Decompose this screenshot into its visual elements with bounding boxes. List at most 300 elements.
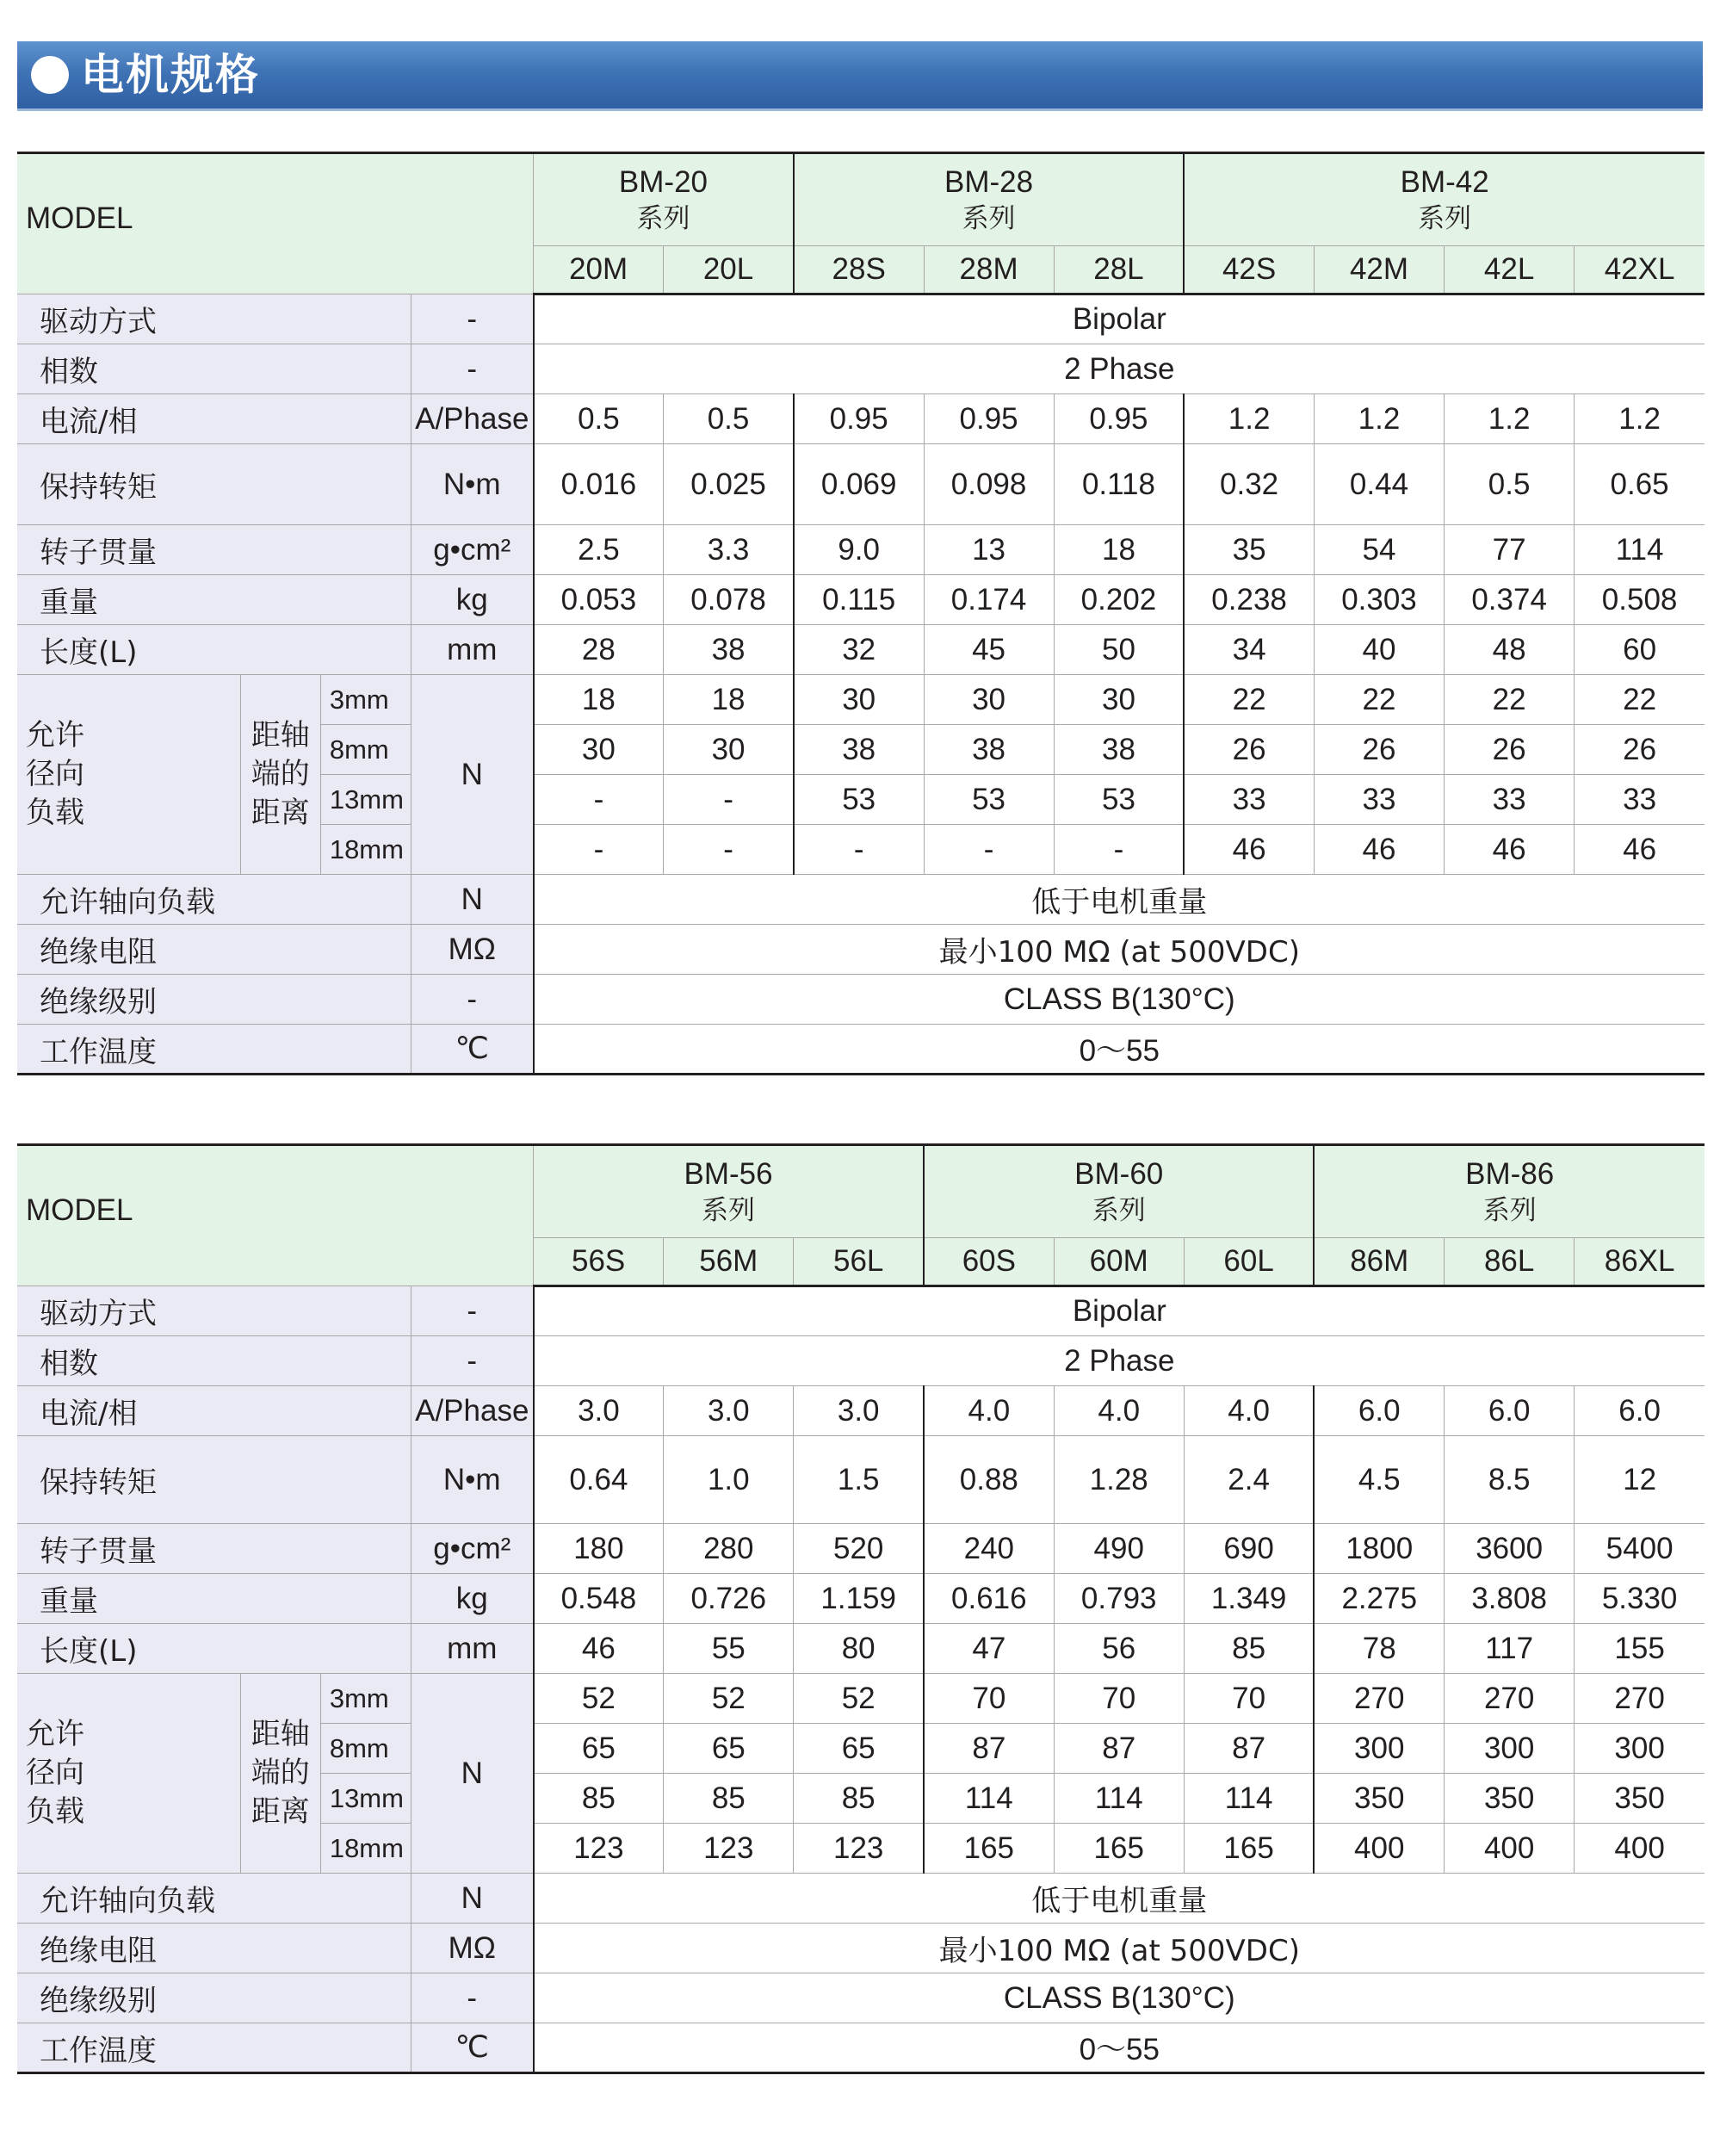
value-cell: 85 xyxy=(794,1774,924,1824)
model-cell: 42M xyxy=(1314,246,1444,294)
value-cell: 3600 xyxy=(1445,1524,1575,1574)
value-cell: 13 xyxy=(924,525,1054,575)
value-cell: 65 xyxy=(534,1724,664,1774)
series-sub: 系列 xyxy=(1092,1195,1146,1226)
value-cell: 400 xyxy=(1314,1824,1444,1874)
common-value: 最小100 MΩ (at 500VDC) xyxy=(534,1924,1705,1973)
value-cell: 65 xyxy=(794,1724,924,1774)
series-header xyxy=(794,153,1184,246)
distance-cell: 18mm xyxy=(320,825,411,875)
common-value: Bipolar xyxy=(534,294,1705,344)
distance-text: 距轴 端的 距离 xyxy=(251,718,310,830)
value-cell: 87 xyxy=(1054,1724,1184,1774)
value-cell: 65 xyxy=(664,1724,794,1774)
value-cell: 4.0 xyxy=(1054,1386,1184,1436)
value-cell: 26 xyxy=(1445,725,1575,775)
value-cell: 52 xyxy=(534,1674,664,1724)
unit-cell: A/Phase xyxy=(411,1386,533,1436)
series-header xyxy=(534,153,794,246)
page-title: 电机规格 xyxy=(81,50,260,100)
common-value: 低于电机重量 xyxy=(534,875,1705,925)
value-cell: 38 xyxy=(1054,725,1184,775)
unit-cell: - xyxy=(411,1336,533,1386)
value-cell: 2.4 xyxy=(1184,1436,1314,1524)
value-cell: 165 xyxy=(1184,1824,1314,1874)
unit-cell: ℃ xyxy=(411,1025,533,1075)
value-cell: 117 xyxy=(1445,1624,1575,1674)
value-cell: 26 xyxy=(1184,725,1314,775)
spec-table-2 xyxy=(17,1143,1705,2074)
value-cell: 46 xyxy=(534,1624,664,1674)
value-cell: 155 xyxy=(1575,1624,1705,1674)
radial-label xyxy=(17,1674,240,1874)
value-cell: 45 xyxy=(924,625,1054,675)
value-cell: 400 xyxy=(1445,1824,1575,1874)
value-cell: 54 xyxy=(1314,525,1444,575)
row-insulation_res xyxy=(17,1924,1705,1973)
value-cell: 0.303 xyxy=(1314,575,1444,625)
series-name: BM-60 xyxy=(1074,1157,1164,1191)
value-cell: 0.793 xyxy=(1054,1574,1184,1624)
row-insulation_class xyxy=(17,1973,1705,2023)
value-cell: 33 xyxy=(1575,775,1705,825)
value-cell: 6.0 xyxy=(1445,1386,1575,1436)
row-axial xyxy=(17,1874,1705,1924)
model-cell: 86L xyxy=(1445,1238,1575,1286)
unit-cell: - xyxy=(411,344,533,394)
value-cell: 50 xyxy=(1054,625,1184,675)
row-label: 重量 xyxy=(17,1574,411,1624)
value-cell: 4.0 xyxy=(924,1386,1054,1436)
model-text: MODEL xyxy=(26,1193,133,1227)
value-cell: 1.28 xyxy=(1054,1436,1184,1524)
value-cell: 26 xyxy=(1575,725,1705,775)
value-cell: 1.2 xyxy=(1184,394,1314,444)
value-cell: 0.374 xyxy=(1445,575,1575,625)
value-cell: 6.0 xyxy=(1575,1386,1705,1436)
row-insulation_class xyxy=(17,975,1705,1025)
row-label: 允许轴向负载 xyxy=(17,1874,411,1924)
row-phase xyxy=(17,1336,1705,1386)
value-cell: 8.5 xyxy=(1445,1436,1575,1524)
value-cell: 55 xyxy=(664,1624,794,1674)
row-weight xyxy=(17,1574,1705,1624)
model-cell: 28L xyxy=(1054,246,1184,294)
row-label: 工作温度 xyxy=(17,1025,411,1075)
common-value: 2 Phase xyxy=(534,1336,1705,1386)
value-cell: 18 xyxy=(664,675,794,725)
common-value: CLASS B(130°C) xyxy=(534,975,1705,1025)
value-cell: 165 xyxy=(924,1824,1054,1874)
value-cell: - xyxy=(924,825,1054,875)
series-sub: 系列 xyxy=(1482,1195,1537,1226)
value-cell: 52 xyxy=(794,1674,924,1724)
value-cell: 240 xyxy=(924,1524,1054,1574)
value-cell: 3.0 xyxy=(794,1386,924,1436)
value-cell: 114 xyxy=(1575,525,1705,575)
value-cell: 40 xyxy=(1314,625,1444,675)
value-cell: 1.0 xyxy=(664,1436,794,1524)
value-cell: 270 xyxy=(1575,1674,1705,1724)
value-cell: 350 xyxy=(1314,1774,1444,1824)
unit-cell: N•m xyxy=(411,1436,533,1524)
value-cell: 60 xyxy=(1575,625,1705,675)
value-cell: 22 xyxy=(1314,675,1444,725)
value-cell: 0.174 xyxy=(924,575,1054,625)
distance-cell: 8mm xyxy=(320,725,411,775)
value-cell: 53 xyxy=(1054,775,1184,825)
row-inertia xyxy=(17,1524,1705,1574)
value-cell: 0.32 xyxy=(1184,444,1314,525)
row-weight xyxy=(17,575,1705,625)
common-value: 低于电机重量 xyxy=(534,1874,1705,1924)
unit-cell: - xyxy=(411,975,533,1025)
value-cell: 22 xyxy=(1445,675,1575,725)
series-name: BM-28 xyxy=(944,165,1034,199)
value-cell: 77 xyxy=(1445,525,1575,575)
distance-cell: 13mm xyxy=(320,1774,411,1824)
value-cell: - xyxy=(1054,825,1184,875)
distance-cell: 8mm xyxy=(320,1724,411,1774)
value-cell: 3.808 xyxy=(1445,1574,1575,1624)
value-cell: 85 xyxy=(534,1774,664,1824)
unit-cell: MΩ xyxy=(411,1924,533,1973)
row-label: 相数 xyxy=(17,1336,411,1386)
model-cell: 86M xyxy=(1314,1238,1444,1286)
unit-cell: N xyxy=(411,675,533,875)
value-cell: 123 xyxy=(664,1824,794,1874)
unit-cell: A/Phase xyxy=(411,394,533,444)
value-cell: 0.069 xyxy=(794,444,924,525)
model-cell: 56S xyxy=(534,1238,664,1286)
unit-cell: - xyxy=(411,294,533,344)
value-cell: 5.330 xyxy=(1575,1574,1705,1624)
value-cell: 690 xyxy=(1184,1524,1314,1574)
value-cell: 180 xyxy=(534,1524,664,1574)
unit-cell: N•m xyxy=(411,444,533,525)
unit-cell: N xyxy=(411,1874,533,1924)
value-cell: 123 xyxy=(794,1824,924,1874)
value-cell: 9.0 xyxy=(794,525,924,575)
value-cell: 47 xyxy=(924,1624,1054,1674)
value-cell: - xyxy=(534,825,664,875)
value-cell: 70 xyxy=(1054,1674,1184,1724)
value-cell: 33 xyxy=(1314,775,1444,825)
distance-cell: 3mm xyxy=(320,1674,411,1724)
value-cell: 26 xyxy=(1314,725,1444,775)
model-cell: 42XL xyxy=(1575,246,1705,294)
value-cell: 30 xyxy=(1054,675,1184,725)
value-cell: 0.238 xyxy=(1184,575,1314,625)
series-header-row xyxy=(17,1145,1705,1238)
row-label: 工作温度 xyxy=(17,2023,411,2073)
distance-text: 距轴 端的 距离 xyxy=(251,1717,310,1829)
row-label: 绝缘电阻 xyxy=(17,1924,411,1973)
common-value: 0～55 xyxy=(534,1025,1705,1075)
distance-label xyxy=(240,1674,320,1874)
row-drive xyxy=(17,294,1705,344)
value-cell: - xyxy=(534,775,664,825)
value-cell: 0.115 xyxy=(794,575,924,625)
common-value: CLASS B(130°C) xyxy=(534,1973,1705,2023)
value-cell: 46 xyxy=(1445,825,1575,875)
value-cell: 165 xyxy=(1054,1824,1184,1874)
row-label: 长度(L) xyxy=(17,1624,411,1674)
model-label xyxy=(17,1145,534,1286)
unit-cell: kg xyxy=(411,1574,533,1624)
model-label xyxy=(17,153,534,294)
unit-cell: N xyxy=(411,875,533,925)
series-sub: 系列 xyxy=(636,203,690,234)
common-value: Bipolar xyxy=(534,1286,1705,1336)
series-name: BM-56 xyxy=(684,1157,773,1191)
series-sub: 系列 xyxy=(1418,203,1472,234)
value-cell: 114 xyxy=(1184,1774,1314,1824)
value-cell: 0.726 xyxy=(664,1574,794,1624)
value-cell: 0.098 xyxy=(924,444,1054,525)
value-cell: 2.275 xyxy=(1314,1574,1444,1624)
value-cell: 87 xyxy=(1184,1724,1314,1774)
row-label: 绝缘级别 xyxy=(17,1973,411,2023)
value-cell: 0.5 xyxy=(664,394,794,444)
model-cell: 20M xyxy=(534,246,664,294)
value-cell: - xyxy=(794,825,924,875)
model-cell: 20L xyxy=(664,246,794,294)
value-cell: 0.65 xyxy=(1575,444,1705,525)
value-cell: - xyxy=(664,825,794,875)
series-sub: 系列 xyxy=(962,203,1016,234)
value-cell: 53 xyxy=(924,775,1054,825)
unit-cell: N xyxy=(411,1674,533,1874)
value-cell: 56 xyxy=(1054,1624,1184,1674)
row-axial xyxy=(17,875,1705,925)
row-current xyxy=(17,394,1705,444)
row-label: 相数 xyxy=(17,344,411,394)
value-cell: 70 xyxy=(1184,1674,1314,1724)
value-cell: 0.508 xyxy=(1575,575,1705,625)
row-insulation_res xyxy=(17,925,1705,975)
value-cell: 350 xyxy=(1575,1774,1705,1824)
unit-cell: - xyxy=(411,1973,533,2023)
model-cell: 60S xyxy=(924,1238,1054,1286)
value-cell: 80 xyxy=(794,1624,924,1674)
row-label: 转子贯量 xyxy=(17,1524,411,1574)
series-header xyxy=(534,1145,924,1238)
row-radial_3mm xyxy=(17,1674,1705,1724)
model-text: MODEL xyxy=(26,201,133,235)
section-header xyxy=(17,41,1703,108)
unit-cell: MΩ xyxy=(411,925,533,975)
value-cell: 300 xyxy=(1575,1724,1705,1774)
row-radial_3mm xyxy=(17,675,1705,725)
row-label: 驱动方式 xyxy=(17,294,411,344)
common-value: 0～55 xyxy=(534,2023,1705,2073)
value-cell: 280 xyxy=(664,1524,794,1574)
value-cell: 350 xyxy=(1445,1774,1575,1824)
distance-cell: 13mm xyxy=(320,775,411,825)
value-cell: 4.5 xyxy=(1314,1436,1444,1524)
value-cell: 114 xyxy=(924,1774,1054,1824)
value-cell: 400 xyxy=(1575,1824,1705,1874)
value-cell: 28 xyxy=(534,625,664,675)
radial-text: 允许 径向 负载 xyxy=(26,1717,84,1829)
value-cell: 30 xyxy=(924,675,1054,725)
common-value: 2 Phase xyxy=(534,344,1705,394)
unit-cell: mm xyxy=(411,1624,533,1674)
row-inertia xyxy=(17,525,1705,575)
value-cell: 78 xyxy=(1314,1624,1444,1674)
value-cell: 0.5 xyxy=(534,394,664,444)
value-cell: 490 xyxy=(1054,1524,1184,1574)
row-torque xyxy=(17,444,1705,525)
common-value: 最小100 MΩ (at 500VDC) xyxy=(534,925,1705,975)
value-cell: 270 xyxy=(1445,1674,1575,1724)
value-cell: 1.349 xyxy=(1184,1574,1314,1624)
row-temp xyxy=(17,2023,1705,2073)
value-cell: 33 xyxy=(1184,775,1314,825)
value-cell: 4.0 xyxy=(1184,1386,1314,1436)
unit-cell: kg xyxy=(411,575,533,625)
value-cell: 1.159 xyxy=(794,1574,924,1624)
series-header-row xyxy=(17,153,1705,246)
model-cell: 42L xyxy=(1445,246,1575,294)
row-label: 允许轴向负载 xyxy=(17,875,411,925)
unit-cell: g•cm² xyxy=(411,1524,533,1574)
radial-text: 允许 径向 负载 xyxy=(26,718,84,830)
value-cell: 1.5 xyxy=(794,1436,924,1524)
value-cell: 85 xyxy=(1184,1624,1314,1674)
value-cell: 1800 xyxy=(1314,1524,1444,1574)
value-cell: 3.0 xyxy=(664,1386,794,1436)
value-cell: 34 xyxy=(1184,625,1314,675)
value-cell: 32 xyxy=(794,625,924,675)
value-cell: 46 xyxy=(1575,825,1705,875)
series-name: BM-42 xyxy=(1400,165,1489,199)
value-cell: 0.95 xyxy=(924,394,1054,444)
row-label: 电流/相 xyxy=(17,1386,411,1436)
value-cell: 114 xyxy=(1054,1774,1184,1824)
row-phase xyxy=(17,344,1705,394)
value-cell: 48 xyxy=(1445,625,1575,675)
value-cell: 5400 xyxy=(1575,1524,1705,1574)
model-cell: 60L xyxy=(1184,1238,1314,1286)
row-label: 重量 xyxy=(17,575,411,625)
value-cell: 30 xyxy=(664,725,794,775)
distance-label xyxy=(240,675,320,875)
model-cell: 56M xyxy=(664,1238,794,1286)
value-cell: 0.64 xyxy=(534,1436,664,1524)
radial-label xyxy=(17,675,240,875)
model-cell: 28S xyxy=(794,246,924,294)
row-length xyxy=(17,1624,1705,1674)
series-sub: 系列 xyxy=(702,1195,756,1226)
value-cell: 85 xyxy=(664,1774,794,1824)
value-cell: 2.5 xyxy=(534,525,664,575)
row-drive xyxy=(17,1286,1705,1336)
value-cell: 0.118 xyxy=(1054,444,1184,525)
value-cell: 38 xyxy=(664,625,794,675)
value-cell: 18 xyxy=(534,675,664,725)
distance-cell: 3mm xyxy=(320,675,411,725)
row-label: 转子贯量 xyxy=(17,525,411,575)
row-torque xyxy=(17,1436,1705,1524)
value-cell: - xyxy=(664,775,794,825)
value-cell: 0.016 xyxy=(534,444,664,525)
row-temp xyxy=(17,1025,1705,1075)
row-label: 电流/相 xyxy=(17,394,411,444)
row-label: 保持转矩 xyxy=(17,444,411,525)
value-cell: 0.202 xyxy=(1054,575,1184,625)
series-header xyxy=(1184,153,1705,246)
distance-cell: 18mm xyxy=(320,1824,411,1874)
series-name: BM-86 xyxy=(1465,1157,1555,1191)
value-cell: 33 xyxy=(1445,775,1575,825)
row-label: 驱动方式 xyxy=(17,1286,411,1336)
value-cell: 0.548 xyxy=(534,1574,664,1624)
value-cell: 1.2 xyxy=(1445,394,1575,444)
value-cell: 22 xyxy=(1575,675,1705,725)
value-cell: 18 xyxy=(1054,525,1184,575)
value-cell: 300 xyxy=(1445,1724,1575,1774)
row-length xyxy=(17,625,1705,675)
value-cell: 123 xyxy=(534,1824,664,1874)
row-label: 绝缘电阻 xyxy=(17,925,411,975)
series-header xyxy=(1314,1145,1705,1238)
bullet-icon xyxy=(31,56,69,94)
row-current xyxy=(17,1386,1705,1436)
model-cell: 42S xyxy=(1184,246,1314,294)
value-cell: 0.025 xyxy=(664,444,794,525)
value-cell: 38 xyxy=(794,725,924,775)
value-cell: 300 xyxy=(1314,1724,1444,1774)
value-cell: 0.053 xyxy=(534,575,664,625)
value-cell: 1.2 xyxy=(1314,394,1444,444)
value-cell: 30 xyxy=(794,675,924,725)
unit-cell: - xyxy=(411,1286,533,1336)
series-header xyxy=(924,1145,1314,1238)
value-cell: 1.2 xyxy=(1575,394,1705,444)
value-cell: 22 xyxy=(1184,675,1314,725)
spec-table-1 xyxy=(17,152,1705,1075)
value-cell: 6.0 xyxy=(1314,1386,1444,1436)
value-cell: 30 xyxy=(534,725,664,775)
value-cell: 0.88 xyxy=(924,1436,1054,1524)
value-cell: 52 xyxy=(664,1674,794,1724)
value-cell: 0.95 xyxy=(1054,394,1184,444)
value-cell: 87 xyxy=(924,1724,1054,1774)
value-cell: 46 xyxy=(1314,825,1444,875)
value-cell: 70 xyxy=(924,1674,1054,1724)
row-label: 绝缘级别 xyxy=(17,975,411,1025)
unit-cell: mm xyxy=(411,625,533,675)
row-label: 保持转矩 xyxy=(17,1436,411,1524)
value-cell: 520 xyxy=(794,1524,924,1574)
value-cell: 53 xyxy=(794,775,924,825)
unit-cell: g•cm² xyxy=(411,525,533,575)
value-cell: 0.44 xyxy=(1314,444,1444,525)
value-cell: 0.95 xyxy=(794,394,924,444)
series-name: BM-20 xyxy=(618,165,708,199)
value-cell: 0.616 xyxy=(924,1574,1054,1624)
value-cell: 12 xyxy=(1575,1436,1705,1524)
value-cell: 0.078 xyxy=(664,575,794,625)
model-cell: 60M xyxy=(1054,1238,1184,1286)
value-cell: 35 xyxy=(1184,525,1314,575)
value-cell: 3.0 xyxy=(534,1386,664,1436)
value-cell: 46 xyxy=(1184,825,1314,875)
model-cell: 28M xyxy=(924,246,1054,294)
unit-cell: ℃ xyxy=(411,2023,533,2073)
